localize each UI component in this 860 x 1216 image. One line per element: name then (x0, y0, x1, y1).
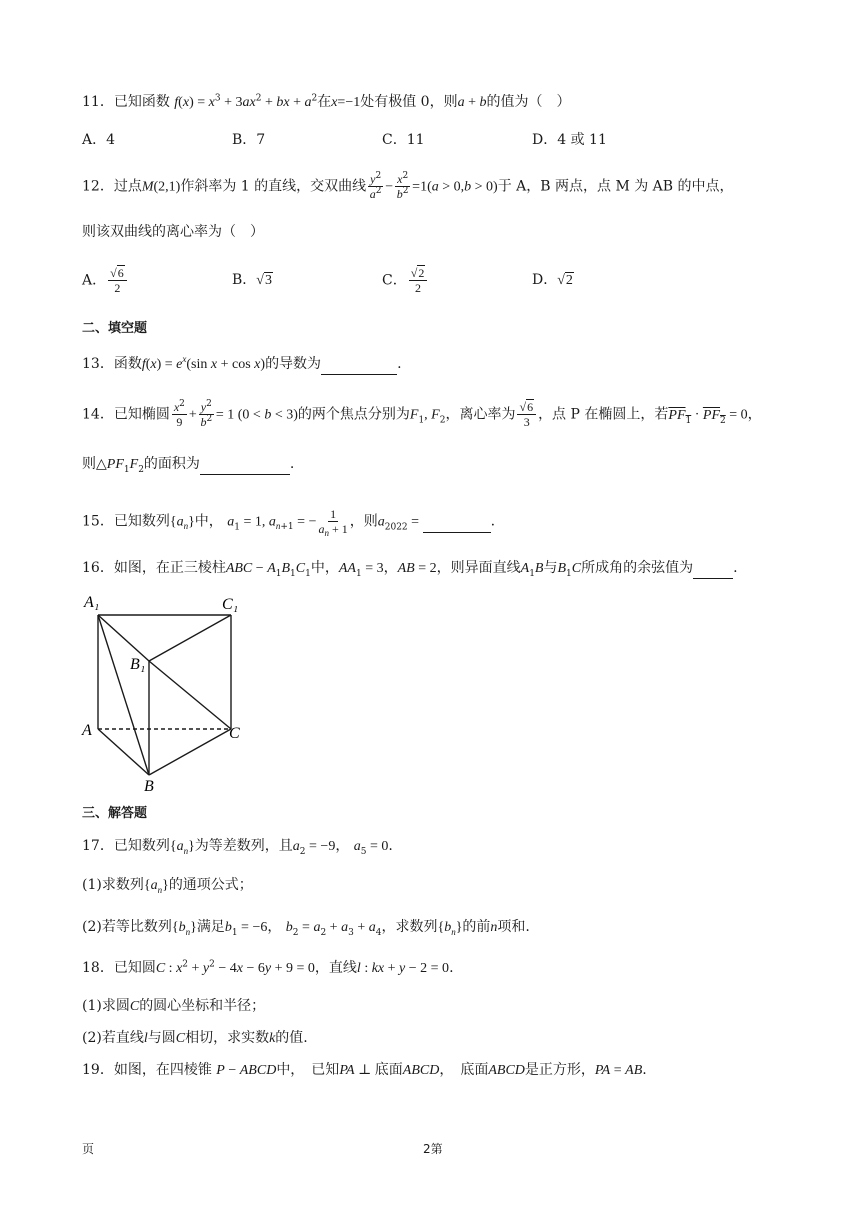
question-12: 12．过点M(2,1)作斜率为 1 的直线，交双曲线 $\frac{y^2}{a^2}$ − $\frac{x^2}{b^2}$ =1(a > 0,b > 0)于 A，B 两点，点 M 为 AB 的中点， (82, 171, 734, 201)
question-18-part-1: (1)求圆C的圆心坐标和半径； (82, 998, 266, 1014)
question-19: 19．如图，在四棱锥 P − ABCD中， 已知PA ⊥ 底面ABCD， 底面ABCD是正方形，PA = AB. (82, 1062, 647, 1078)
answer-blank (200, 454, 290, 475)
q12-option-b: B．√3 (232, 272, 272, 288)
q12-option-a: A． $\frac{√6}{2}$ (82, 266, 129, 295)
hyperbola-term-2: $\frac{x^2}{b^2}$ (396, 171, 409, 201)
q11-option-d: D．4 或 11 (532, 132, 607, 148)
answer-blank (423, 512, 491, 533)
footer-left: 页 (82, 1142, 95, 1156)
question-14-cont: 则$\triangle PF_1F_2$的面积为 . (82, 456, 295, 475)
label-c: C (229, 725, 240, 742)
question-14: 14．已知椭圆 $\frac{x^2}{9}$ + $\frac{y^2}{b^2}$ = 1 (0 < b < 3)的两个焦点分别为$F_1$, $F_2$，离心率为 $\frac{√6}{3}$ ，点 P 在椭圆上，若$PF_1 \cdot PF_2 = 0$， (82, 399, 762, 429)
section-solve: 三、解答题 (82, 806, 148, 821)
question-18-part-2: (2)若直线l与圆C相切，求实数k的值. (82, 1030, 308, 1046)
label-b1: B₁ (130, 656, 146, 673)
label-b: B (144, 778, 154, 795)
label-a1: A₁ (84, 594, 100, 611)
edge-b1c1 (149, 615, 231, 661)
section-fill-in: 二、填空题 (82, 321, 148, 336)
prism-figure (78, 590, 278, 800)
question-17-part-2: (2)若等比数列$\{b_n\}$满足$b_1 = -6$， $b_2 = a_2 + a_3 + a_4$，求数列$\{b_n\}$的前n项和. (82, 919, 530, 938)
footer-page-number: 2第 (423, 1142, 443, 1156)
q11-option-a: A．4 (82, 132, 116, 148)
question-15: 15．已知数列$\{a_n\}$中， $a_1 = 1$, $a_{n+1}$ = − $\frac{1}{a_n + 1}$ ，则$a_{2022}$ = . (82, 507, 496, 539)
question-18: 18．已知圆C : $x^2 + y^2 - 4x - 6y + 9 = 0$，直线l : kx + y − 2 = 0. (82, 959, 454, 976)
hyperbola-term-1: $\frac{y^2}{a^2}$ (369, 171, 382, 201)
question-17-part-1: (1)求数列$\{a_n\}$的通项公式； (82, 877, 253, 895)
q11-option-c: C．11 (382, 132, 425, 148)
function-expression: f (174, 95, 179, 110)
segment-b1c (149, 661, 231, 729)
question-11: 11．已知函数 $f(x) = x^3 + 3ax^2$ + bx + $a^2$在x=−1处有极值 0，则a + b的值为（ ） (82, 93, 571, 110)
q12-option-c: C． $\frac{√2}{2}$ (382, 266, 429, 295)
q12-option-d: D．√2 (532, 272, 573, 288)
label-a: A (82, 722, 92, 739)
answer-blank (693, 558, 733, 579)
question-17: 17．已知数列$\{a_n\}$为等差数列，且$a_2 = -9$， $a_5 = 0$. (82, 838, 393, 857)
edge-bc (149, 729, 231, 775)
answer-blank (321, 354, 397, 375)
question-12-cont: 则该双曲线的离心率为（ ） (82, 224, 264, 240)
question-13: 13．函数$f(x) = e^x(\sin$ x + cos x)的导数为 . (82, 354, 402, 375)
q11-option-b: B．7 (232, 132, 266, 148)
segment-a1b (98, 615, 149, 775)
label-c1: C₁ (222, 596, 239, 613)
question-16: 16．如图，在正三棱柱ABC − $A_1B_1C_1$中，$AA_1 = 3$，AB = 2，则异面直线$A_1B$与$B_1C$所成角的余弦值为 . (82, 560, 738, 579)
